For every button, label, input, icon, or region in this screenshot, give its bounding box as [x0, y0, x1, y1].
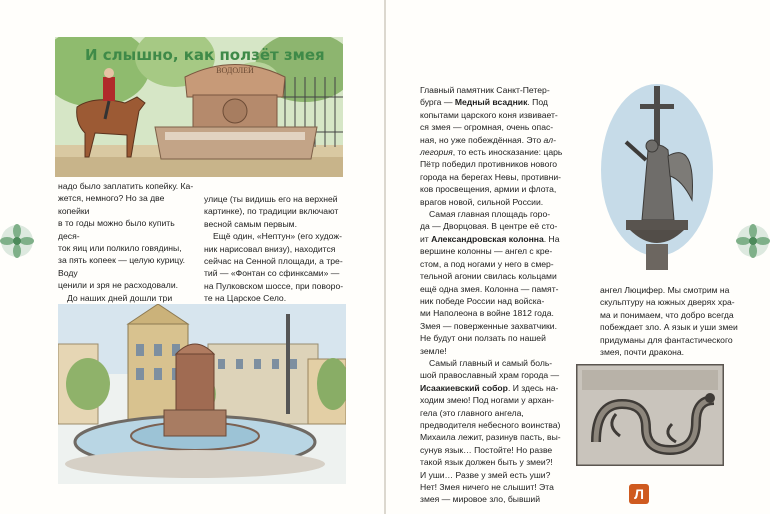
- text-line: ма и понимаем, что добро всегда: [600, 309, 734, 320]
- text-line: шой православный храм города —: [420, 370, 560, 381]
- page-heading: И слышно, как ползёт змея: [85, 46, 325, 64]
- right-column-b-text: [600, 284, 750, 358]
- text-line: улице (ты видишь его на верхней: [204, 194, 338, 204]
- text-line: гела (это главного ангела,: [420, 407, 524, 418]
- left-column-2: [204, 193, 344, 305]
- text-line: змея, почти дракона.: [600, 347, 685, 358]
- text-line: змея — мировое зло, бывший: [420, 494, 541, 505]
- text-line: побеждает зло. А язык и уши змеи: [600, 322, 738, 333]
- text-line: придуманы для фантастического: [600, 334, 733, 345]
- text-line: ся змея — огромная, очень опас-: [420, 122, 554, 133]
- text-line: Главный памятник Санкт-Петер-: [420, 85, 550, 95]
- text-line: жется, немного? Но за две копейки: [58, 193, 165, 216]
- text-line: Самая главная площадь горо-: [429, 209, 551, 220]
- text-line: весной самым первым.: [204, 218, 297, 229]
- text-line: Исаакиевский собор. И здесь на-: [420, 382, 559, 393]
- illustration-serpent-relief: [576, 364, 724, 466]
- publisher-logo: Л: [629, 484, 649, 504]
- text-line: ная, но уже побеждённая. Это ал-: [420, 134, 556, 145]
- text-line: за пять копеек — целую курицу. Воду: [58, 255, 186, 278]
- text-line: надо было заплатить копейку. Ка-: [58, 181, 194, 191]
- text-line: ангел Люцифер. Мы смотрим на: [600, 285, 730, 295]
- text-line: скульптуру на южных дверях хра-: [600, 297, 735, 308]
- text-line: Нет! Змея ничего не слышит! Эта: [420, 482, 554, 492]
- text-line: легория, то есть иносказание: царь: [420, 147, 563, 158]
- text-line: ценили и зря не расходовали.: [58, 280, 179, 291]
- text-line: ков просвещения, армии и флота,: [420, 184, 557, 195]
- text-line: картинке), по традиции включают: [204, 206, 339, 217]
- text-line: тий — «Фонтан со сфинксами» —: [204, 268, 340, 279]
- text-line: ник нарисовал внизу), находится: [204, 243, 336, 254]
- text-line: ник победе России над войска-: [420, 295, 545, 306]
- text-line: земле!: [420, 345, 447, 356]
- text-line: ми Наполеона в войне 1812 года.: [420, 308, 554, 319]
- text-line: ит Александровская колонна. На: [420, 233, 560, 244]
- text-line: в то годы можно было купить деся-: [58, 218, 175, 241]
- ornament-medallion-left: [0, 224, 34, 258]
- right-column-text: [420, 84, 590, 506]
- text-line: города на берегах Невы, противни-: [420, 171, 561, 182]
- text-line: ещё одна змея. Колонна — памят-: [420, 283, 559, 294]
- text-line: сунув язык… Постойте! Но разве: [420, 444, 553, 455]
- text-line: бурга — Медный всадник. Под: [420, 97, 548, 108]
- text-line: да — Дворцовая. В центре её сто-: [420, 221, 558, 232]
- text-line: на Пулковском шоссе, при поворо-: [204, 280, 344, 291]
- text-line: Змея — поверженные захватчики.: [420, 320, 557, 331]
- text-line: ток яиц или полкило говядины,: [58, 243, 182, 254]
- text-line: Самый главный и самый боль-: [429, 357, 553, 368]
- text-line: Не будут они ползать по нашей: [420, 333, 546, 344]
- text-line: ходим змею! Под ногами у архан-: [420, 395, 554, 406]
- fountain-inscription: ВОДОЛЕЙ: [216, 66, 254, 75]
- text-line: Михаила лежит, разинув пасть, вы-: [420, 432, 561, 443]
- text-line: те на Царское Село.: [204, 293, 287, 304]
- illustration-neptune-fountain: [58, 304, 346, 484]
- text-line: предводителя небесного воинства): [420, 419, 561, 430]
- text-line: сейчас на Сенной площади, а тре-: [204, 256, 343, 267]
- ornament-medallion-right: [736, 224, 770, 258]
- text-line: вершине колонны — ангел с кре-: [420, 246, 553, 257]
- text-line: И уши… Разве у змей есть уши?: [420, 469, 551, 480]
- text-line: До наших дней дошли три: [67, 292, 173, 303]
- text-line: Пётр победил противников нового: [420, 159, 558, 170]
- illustration-alexander-column-angel: [596, 80, 718, 270]
- text-line: стом, а под ногами у него в смер-: [420, 258, 554, 269]
- text-line: такой язык должен быть у змеи?!: [420, 457, 553, 468]
- text-line: копытами царского коня извивает-: [420, 109, 558, 120]
- text-line: Ещё один, «Нептун» (его худож-: [213, 231, 342, 242]
- text-line: тельной агонии свилась кольцами: [420, 271, 557, 282]
- text-line: врагов новой, сильной России.: [420, 196, 544, 207]
